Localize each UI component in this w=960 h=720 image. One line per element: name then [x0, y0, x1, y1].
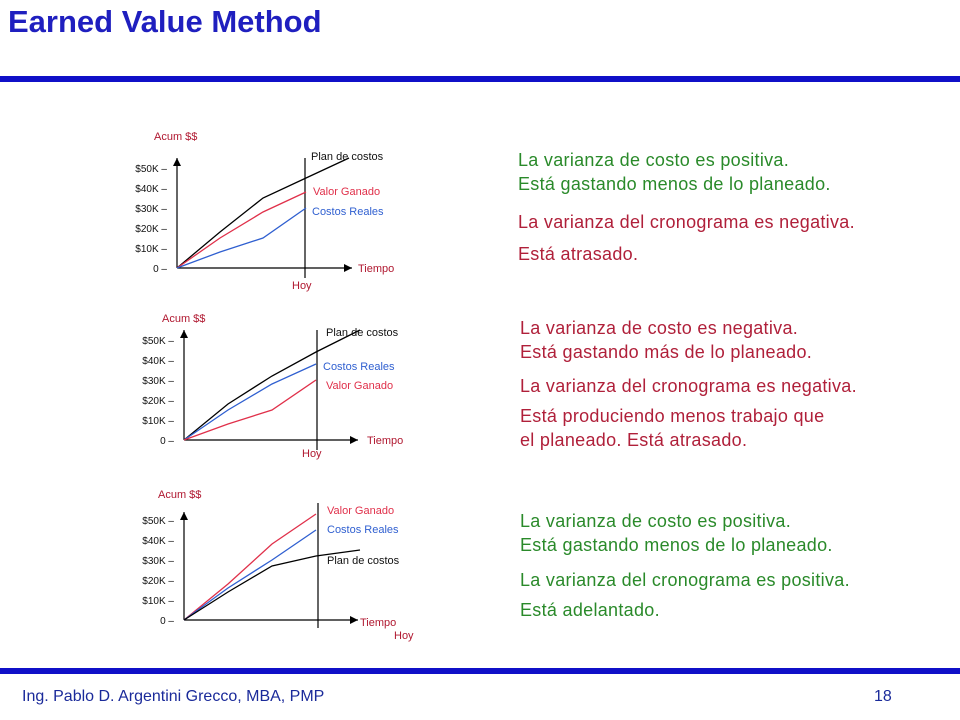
- series-label: Valor Ganado: [327, 505, 395, 517]
- y-tick-label: $50K –: [142, 516, 174, 527]
- series-label: Plan de costos: [311, 151, 384, 163]
- y-tick-label: 0 –: [153, 264, 167, 275]
- slide-title: Earned Value Method: [8, 4, 322, 39]
- x-axis-title: Tiempo: [367, 435, 404, 447]
- x-axis-title: Tiempo: [358, 263, 395, 275]
- y-tick-label: $10K –: [142, 596, 174, 607]
- variance-statement: [520, 374, 857, 398]
- variance-statement: [518, 210, 855, 234]
- variance-statement: [520, 598, 660, 622]
- variance-statement: [520, 568, 850, 592]
- y-tick-label: $40K –: [135, 184, 167, 195]
- series-label: Costos Reales: [327, 524, 399, 536]
- x-axis-arrow: [350, 436, 358, 444]
- variance-statement: [518, 148, 831, 196]
- series-line: [184, 514, 316, 620]
- y-tick-label: 0 –: [160, 616, 174, 627]
- series-label: Plan de costos: [326, 327, 399, 339]
- y-tick-label: $20K –: [142, 576, 174, 587]
- statement-line: Está adelantado.: [520, 600, 660, 620]
- statement-line: Está produciendo menos trabajo que: [520, 406, 825, 426]
- series-line: [184, 380, 316, 440]
- statement-line: La varianza de costo es positiva.: [518, 150, 790, 170]
- y-axis-arrow: [180, 330, 188, 338]
- variance-statement: [518, 242, 638, 266]
- statement-line: La varianza de costo es positiva.: [520, 511, 792, 531]
- variance-statement: [520, 404, 824, 452]
- y-axis-title: Acum $$: [162, 313, 206, 325]
- statement-line: La varianza del cronograma es positiva.: [520, 570, 850, 590]
- series-label: Valor Ganado: [313, 186, 381, 198]
- y-tick-label: $50K –: [142, 336, 174, 347]
- series-label: Plan de costos: [327, 555, 400, 567]
- variance-statement: [520, 509, 833, 557]
- y-tick-label: $40K –: [142, 356, 174, 367]
- today-label: Hoy: [292, 280, 312, 292]
- series-line: [184, 530, 316, 620]
- y-tick-label: $20K –: [135, 224, 167, 235]
- x-axis-title: Tiempo: [360, 617, 397, 629]
- series-line: [184, 364, 316, 440]
- statement-line: La varianza de costo es negativa.: [520, 318, 799, 338]
- y-tick-label: $30K –: [142, 376, 174, 387]
- series-label: Costos Reales: [323, 361, 395, 373]
- y-tick-label: $30K –: [135, 204, 167, 215]
- statement-line: Está gastando más de lo planeado.: [520, 342, 813, 362]
- y-axis-title: Acum $$: [158, 489, 202, 501]
- series-label: Valor Ganado: [326, 380, 394, 392]
- y-tick-label: $30K –: [142, 556, 174, 567]
- y-axis-title: Acum $$: [154, 131, 198, 143]
- today-label: Hoy: [394, 630, 414, 642]
- y-tick-label: 0 –: [160, 436, 174, 447]
- today-label: Hoy: [302, 448, 322, 460]
- y-axis-arrow: [180, 512, 188, 520]
- y-tick-label: $20K –: [142, 396, 174, 407]
- statement-line: Está atrasado.: [518, 244, 639, 264]
- footer-author: Ing. Pablo D. Argentini Grecco, MBA, PMP: [22, 688, 325, 705]
- series-line: [177, 208, 306, 268]
- x-axis-arrow: [344, 264, 352, 272]
- variance-statement: [520, 316, 812, 364]
- y-tick-label: $40K –: [142, 536, 174, 547]
- y-tick-label: $50K –: [135, 164, 167, 175]
- y-axis-arrow: [173, 158, 181, 166]
- statement-line: el planeado. Está atrasado.: [520, 430, 748, 450]
- statement-line: Está gastando menos de lo planeado.: [520, 535, 833, 555]
- statement-line: La varianza del cronograma es negativa.: [518, 212, 855, 232]
- y-tick-label: $10K –: [142, 416, 174, 427]
- series-line: [177, 192, 306, 268]
- x-axis-arrow: [350, 616, 358, 624]
- y-tick-label: $10K –: [135, 244, 167, 255]
- statement-line: La varianza del cronograma es negativa.: [520, 376, 857, 396]
- statement-line: Está gastando menos de lo planeado.: [518, 174, 831, 194]
- page-number: 18: [874, 688, 892, 705]
- series-label: Costos Reales: [312, 206, 384, 218]
